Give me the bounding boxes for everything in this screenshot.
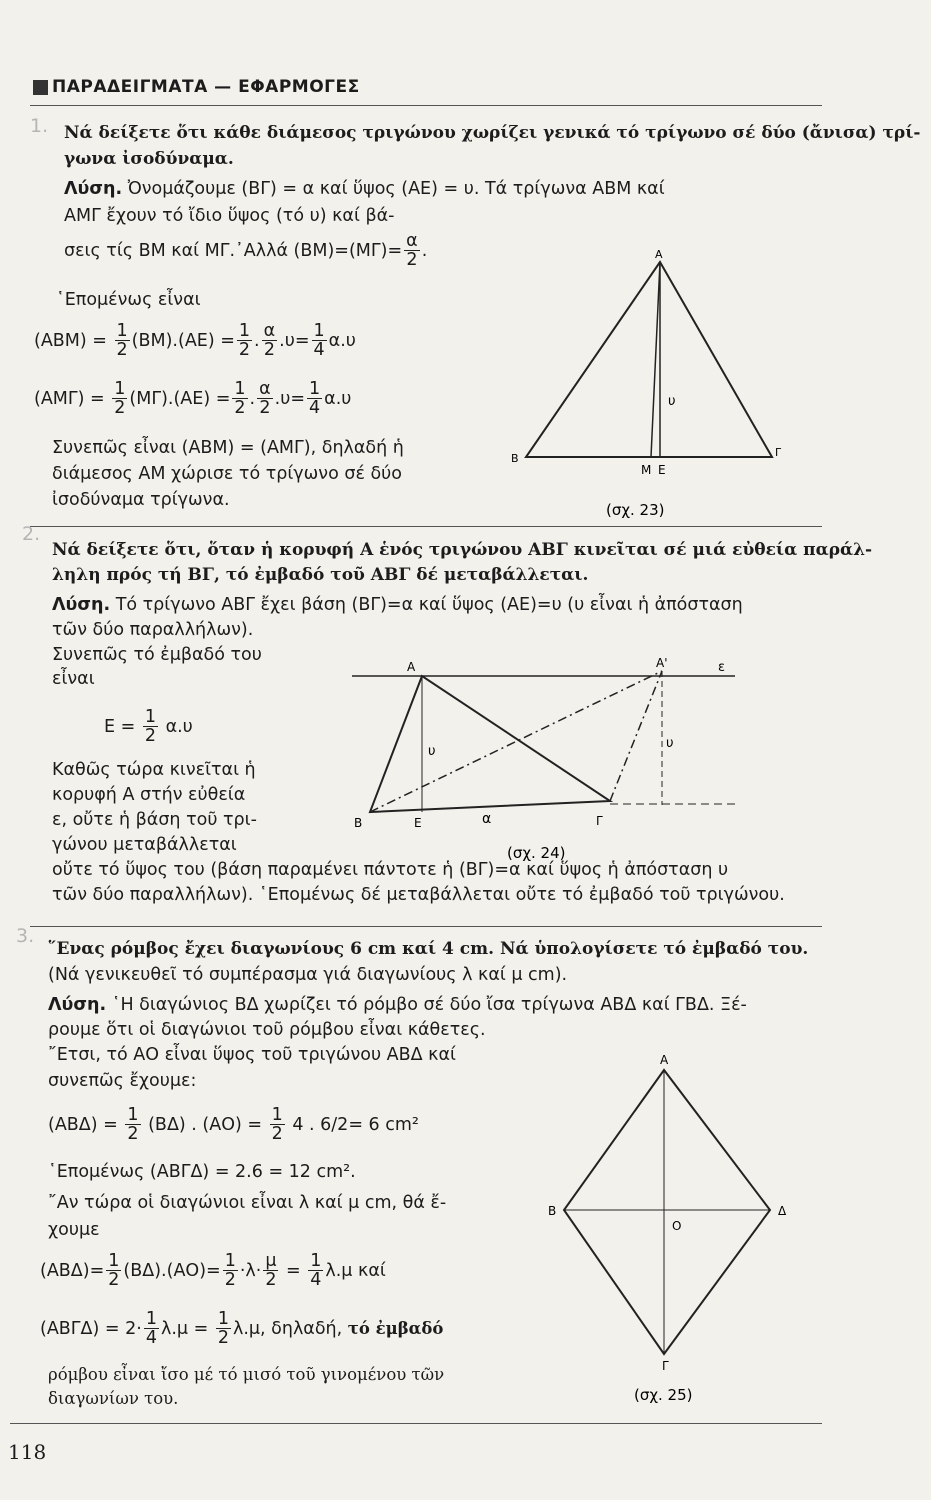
ex2-solution-line3: Συνεπῶς τό ἐμβαδό του [52, 645, 262, 665]
ex3-solution-line2: ρουμε ὅτι οἱ διαγώνιοι τοῦ ρόμβου εἶναι κάθετες. [48, 1020, 486, 1040]
separator-2 [30, 926, 822, 927]
ex1-conclusion-line2: διάμεσος ΑΜ χώρισε τό τρίγωνο σέ δύο [52, 464, 403, 484]
label-g: Γ [596, 814, 603, 828]
ex3-conclusion-line2: διαγωνίων του. [48, 1389, 179, 1408]
ex2-solution-line4: εἶναι [52, 669, 95, 689]
example-number-1: 1. [30, 115, 49, 137]
label-a: A [660, 1053, 669, 1067]
ex1-text: . [421, 240, 428, 261]
ex1-conclusion-line3: ἰσοδύναμα τρίγωνα. [52, 490, 230, 510]
label-g: Γ [662, 1359, 669, 1373]
ex3-statement-line1: ῞Ενας ρόμβος ἔχει διαγωνίους 6 cm καί 4 cm. Νά ὑπολογίσετε τό ἐμβαδό του. [48, 939, 809, 959]
ex3-text: ῾Η διαγώνιος ΒΔ χωρίζει τό ρόμβο σέ δύο ἴσα τρίγωνα ΑΒΔ καί ΓΒΔ. Ξέ- [111, 995, 747, 1015]
ex1-statement-line1: Νά δείξετε ὅτι κάθε διάμεσος τριγώνου χωρίζει γενικά τό τρίγωνο σέ δύο (ἄνισα) τρί- [64, 123, 921, 143]
separator-3 [10, 1423, 822, 1424]
solution-label: Λύση. [48, 995, 107, 1015]
label-a: A [407, 660, 416, 674]
ex3-equation-2: (ΑΒΔ)= $\frac{1}{2}$ (ΒΔ).(ΑΟ)= $\frac{1}{2}$ ·λ· $\frac{\mu}{2}$ = $\frac{1}{4}$ λ.μ καί [40, 1251, 386, 1291]
ex3-solution-line7: χουμε [48, 1220, 100, 1240]
ex1-statement-line2: γωνα ἰσοδύναμα. [64, 149, 234, 169]
ex1-text: Ὀνομάζουμε (ΒΓ) = α καί ὕψος (ΑΕ) = υ. Τά τρίγωνα ΑΒΜ καί [127, 179, 665, 199]
ex3-solution-line5: ῾Επομένως (ΑΒΓΔ) = 2.6 = 12 cm². [48, 1162, 356, 1182]
label-m: M [641, 463, 652, 477]
ex1-solution-line2: ΑΜΓ ἔχουν τό ἴδιο ὕψος (τό υ) καί βά- [64, 206, 395, 226]
example-number-3: 3. [16, 925, 35, 947]
figure-25-caption: (σχ. 25) [634, 1386, 693, 1404]
ex1-solution-line4: ῾Επομένως εἶναι [56, 290, 201, 310]
ex3-solution-line6: ῎Αν τώρα οἱ διαγώνιοι εἶναι λ καί μ cm, θά ἔ- [48, 1193, 447, 1213]
label-a-prime: A' [656, 656, 668, 670]
label-u2: υ [666, 736, 674, 751]
figure-23-triangle [500, 240, 800, 530]
rhombus-abgd [564, 1070, 770, 1354]
ex2-area-equation: Ε = $\frac{1}{2}$ α.υ [104, 707, 193, 747]
section-heading: ΠΑΡΑΔΕΙΓΜΑΤΑ — ΕΦΑΡΜΟΓΕΣ [52, 77, 360, 97]
ex1-solution-line3 [64, 232, 427, 270]
figure-24-caption: (σχ. 24) [507, 844, 566, 862]
ex1-conclusion-line1: Συνεπῶς εἶναι (ΑΒΜ) = (ΑΜΓ), δηλαδή ἡ [52, 438, 404, 458]
ex2-statement-line1: Νά δείξετε ὅτι, ὅταν ἡ κορυφή Α ἑνός τριγώνου ΑΒΓ κινεῖται σέ μιά εὐθεία παράλ- [52, 540, 873, 560]
label-b: B [548, 1204, 557, 1218]
ex2-text: Τό τρίγωνο ΑΒΓ ἔχει βάση (ΒΓ)=α καί ὕψος (ΑΕ)=υ (υ εἶναι ἡ ἀπόσταση [115, 595, 743, 615]
label-e: E [658, 463, 666, 477]
page-number: 118 [8, 1440, 47, 1464]
heading-rule [30, 105, 822, 106]
ex1-equation-1: (ΑΒΜ) = $\frac{1}{2}$ (ΒΜ).(ΑΕ) = $\frac{1}{2}$ . $\frac{\alpha}{2}$ .υ= $\frac{1}{4}$ α.υ [34, 321, 356, 361]
ex2-text-k1: Καθῶς τώρα κινεῖται ἡ [52, 760, 256, 780]
ex2-solution-line1 [52, 595, 743, 615]
ex3-equation-1: (ΑΒΔ) = $\frac{1}{2}$ (ΒΔ) . (ΑΟ) = $\frac{1}{2}$ 4 . 6/2= 6 cm² [48, 1105, 419, 1145]
ex3-statement-line2: (Νά γενικευθεῖ τό συμπέρασμα γιά διαγωνίους λ καί μ cm). [48, 965, 568, 985]
ex1-equation-2: (ΑΜΓ) = $\frac{1}{2}$ (ΜΓ).(ΑΕ) = $\frac{1}{2}$ . $\frac{\alpha}{2}$ .υ= $\frac{1}{4}$ α.υ [34, 379, 352, 419]
section-marker-icon [33, 80, 48, 95]
label-u: υ [668, 394, 676, 409]
ex3-equation-3: (ΑΒΓΔ) = 2· $\frac{1}{4}$ λ.μ = $\frac{1}{2}$ λ.μ, δηλαδή, τό ἐμβαδό [40, 1309, 444, 1349]
figure-25-rhombus [530, 1048, 820, 1418]
ex3-solution-line3: ῎Ετσι, τό ΑΟ εἶναι ὕψος τοῦ τριγώνου ΑΒΔ καί [48, 1045, 456, 1065]
ex3-bold-text: τό ἐμβαδό [347, 1318, 444, 1338]
ex1-solution-line1 [64, 179, 665, 199]
label-b: B [354, 816, 363, 830]
ex2-text-k6: τῶν δύο παραλλήλων). ῾Επομένως δέ μεταβάλλεται οὔτε τό ἐμβαδό τοῦ τριγώνου. [52, 885, 785, 905]
label-a: A [655, 248, 663, 261]
example-number-2: 2. [22, 523, 41, 545]
ex3-conclusion-line1: ρόμβου εἶναι ἴσο μέ τό μισό τοῦ γινομένου τῶν [48, 1365, 445, 1384]
ex2-statement-line2: ληλη πρός τή ΒΓ, τό ἐμβαδό τοῦ ΑΒΓ δέ μεταβάλλεται. [52, 565, 589, 585]
label-alpha: α [482, 811, 492, 827]
triangle-abg [526, 262, 772, 457]
ex3-solution-line4: συνεπῶς ἔχουμε: [48, 1071, 197, 1091]
label-o: O [672, 1219, 682, 1233]
fraction: $\frac{\alpha}{2}$ [406, 231, 418, 271]
label-b: B [511, 452, 519, 465]
solution-label: Λύση. [64, 179, 123, 199]
ex3-solution-line1 [48, 995, 747, 1015]
ex1-text: σεις τίς ΒΜ καί ΜΓ.᾿Αλλά (ΒΜ)=(ΜΓ)= [64, 240, 403, 261]
median-am [651, 262, 660, 457]
label-u1: υ [428, 744, 436, 759]
ex2-text-k2: κορυφή Α στήν εὐθεία [52, 785, 246, 805]
separator-1 [30, 526, 822, 527]
figure-23-caption: (σχ. 23) [606, 501, 665, 519]
label-epsilon: ε [718, 660, 726, 675]
label-g: Γ [775, 446, 782, 459]
ex2-text-k5: οὔτε τό ὕψος του (βάση παραμένει πάντοτε ἡ (ΒΓ)=α καί ὕψος ἡ ἀπόσταση υ [52, 860, 729, 880]
triangle-abg [370, 676, 610, 812]
segment-b-a2 [370, 671, 662, 812]
ex2-text-k3: ε, οὔτε ἡ βάση τοῦ τρι- [52, 810, 257, 830]
label-d: Δ [778, 1204, 787, 1218]
segment-g-a2 [610, 671, 662, 801]
ex2-text-k4: γώνου μεταβάλλεται [52, 835, 237, 855]
label-e: E [414, 816, 422, 830]
figure-24-parallel-triangles [340, 655, 760, 865]
solution-label: Λύση. [52, 595, 111, 615]
ex2-solution-line2: τῶν δύο παραλλήλων). [52, 620, 254, 640]
